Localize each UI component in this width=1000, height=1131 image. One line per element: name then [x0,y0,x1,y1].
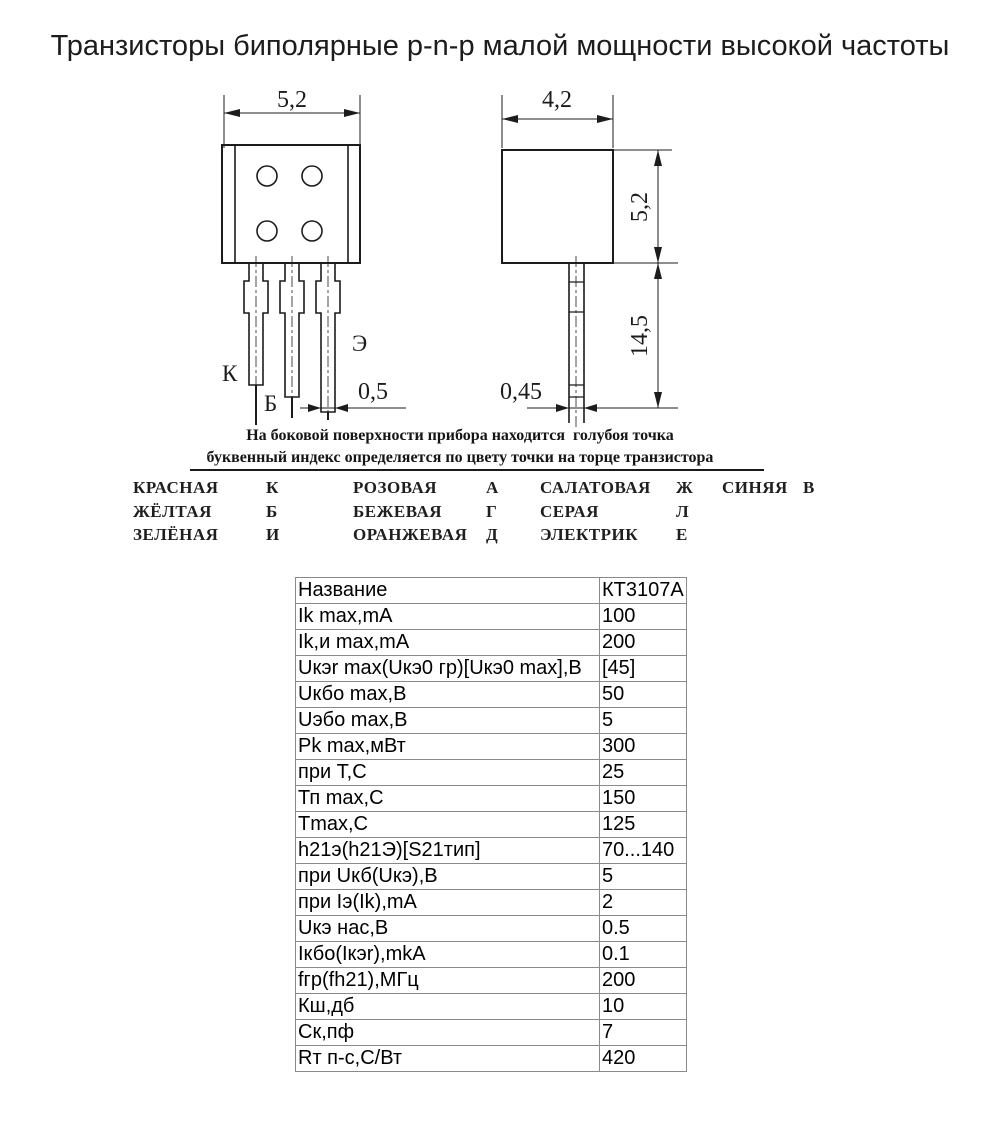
color-name: СИНЯЯ [722,478,788,497]
spec-param-name: h21э(h21Э)[S21тип] [296,838,600,864]
color-name: ЖЁЛТАЯ [133,502,212,521]
pin-label-emitter: Э [352,331,368,356]
spec-param-value: 5 [600,864,687,890]
spec-param-value: 0.5 [600,916,687,942]
front-body [222,145,360,263]
divider-rule [190,469,764,471]
spec-row [296,864,687,890]
mount-hole [257,221,277,241]
spec-param-value: 25 [600,760,687,786]
spec-param-value: [45] [600,656,687,682]
spec-param-value: КТ3107А [600,578,687,604]
package-drawing [0,0,1000,470]
spec-param-name: Ik max,mA [296,604,600,630]
spec-row [296,734,687,760]
spec-row [296,630,687,656]
spec-row [296,812,687,838]
spec-param-name: при Iэ(Ik),mA [296,890,600,916]
color-letter-code: Л [676,502,690,521]
side-width-label: 4,2 [542,87,572,113]
spec-param-value: 200 [600,968,687,994]
spec-row [296,942,687,968]
spec-row [296,916,687,942]
spec-param-name: Ik,и max,mA [296,630,600,656]
spec-param-name: Pk max,мВт [296,734,600,760]
color-name: РОЗОВАЯ [353,478,438,497]
color-name: ЭЛЕКТРИК [540,525,639,544]
front-view-drawing [222,87,406,425]
marking-note-line1: На боковой поверхности прибора находится голубоя точка [246,427,674,444]
spec-param-value: 2 [600,890,687,916]
color-letter-code: К [266,478,279,497]
side-lead-length-dimension [627,263,662,408]
spec-row [296,1046,687,1072]
spec-param-value: 50 [600,682,687,708]
spec-param-value: 150 [600,786,687,812]
spec-param-name: Кш,дб [296,994,600,1020]
spec-param-name: Ск,пф [296,1020,600,1046]
pin-label-collector: К [222,361,238,386]
color-name: БЕЖЕВАЯ [353,502,443,521]
spec-table-body [296,578,687,1072]
spec-param-name: Название [296,578,600,604]
spec-param-name: при Т,С [296,760,600,786]
spec-table [295,577,687,1072]
spec-param-name: Uкбо max,В [296,682,600,708]
spec-row [296,786,687,812]
front-width-label: 5,2 [277,87,307,113]
spec-param-name: fгр(fh21),МГц [296,968,600,994]
marking-note-line2: буквенный индекс определяется по цвету точки на торце транзистора [206,449,714,466]
side-height-label: 5,2 [627,192,653,222]
front-lead-width-label: 0,5 [358,379,388,405]
spec-param-name: Rт п-с,С/Вт [296,1046,600,1072]
mount-hole [302,221,322,241]
side-view-drawing [500,87,678,430]
mount-hole [257,166,277,186]
side-lead-width-dimension [500,379,678,412]
spec-row [296,578,687,604]
spec-param-value: 300 [600,734,687,760]
spec-param-value: 200 [600,630,687,656]
spec-param-value: 70...140 [600,838,687,864]
color-name: ЗЕЛЁНАЯ [133,525,219,544]
spec-param-value: 100 [600,604,687,630]
spec-param-name: Uкэr max(Uкэ0 гр)[Uкэ0 max],В [296,656,600,682]
side-lead-width-label: 0,45 [500,379,542,405]
spec-param-value: 7 [600,1020,687,1046]
front-lead-width-dimension [300,379,406,412]
spec-param-value: 125 [600,812,687,838]
color-letter-code: Д [486,525,499,544]
spec-row [296,604,687,630]
color-name: САЛАТОВАЯ [540,478,651,497]
color-name: КРАСНАЯ [133,478,219,497]
color-letter-code: Б [266,502,278,521]
spec-row [296,708,687,734]
mount-hole [302,166,322,186]
spec-row [296,682,687,708]
spec-row [296,838,687,864]
color-letter-code: В [803,478,815,497]
color-letter-code: Г [486,502,498,521]
spec-param-name: Iкбо(Iкэr),mkA [296,942,600,968]
spec-param-value: 0.1 [600,942,687,968]
color-name: ОРАНЖЕВАЯ [353,525,468,544]
side-width-dimension [502,87,613,148]
side-lead-length-label: 14,5 [627,315,653,357]
page-title: Транзисторы биполярные p-n-p малой мощности высокой частоты [50,30,950,62]
spec-param-name: Uэбо max,В [296,708,600,734]
spec-row [296,656,687,682]
color-letter-code: А [486,478,499,497]
spec-param-name: Тп max,С [296,786,600,812]
spec-param-value: 10 [600,994,687,1020]
spec-param-value: 420 [600,1046,687,1072]
front-leads [244,256,340,425]
color-letter-code: И [266,525,280,544]
spec-param-name: при Uкб(Uкэ),В [296,864,600,890]
spec-param-value: 5 [600,708,687,734]
spec-row [296,1020,687,1046]
spec-param-name: Tmax,C [296,812,600,838]
spec-param-name: Uкэ нас,В [296,916,600,942]
spec-row [296,890,687,916]
pin-label-base: Б [264,391,278,416]
color-name: СЕРАЯ [540,502,599,521]
spec-row [296,968,687,994]
spec-row [296,994,687,1020]
side-lead [569,256,584,430]
side-body [502,150,613,263]
front-width-dimension [224,87,360,148]
color-letter-code: Ж [676,478,694,497]
color-letter-code: Е [676,525,688,544]
side-height-dimension [627,150,662,263]
spec-row [296,760,687,786]
